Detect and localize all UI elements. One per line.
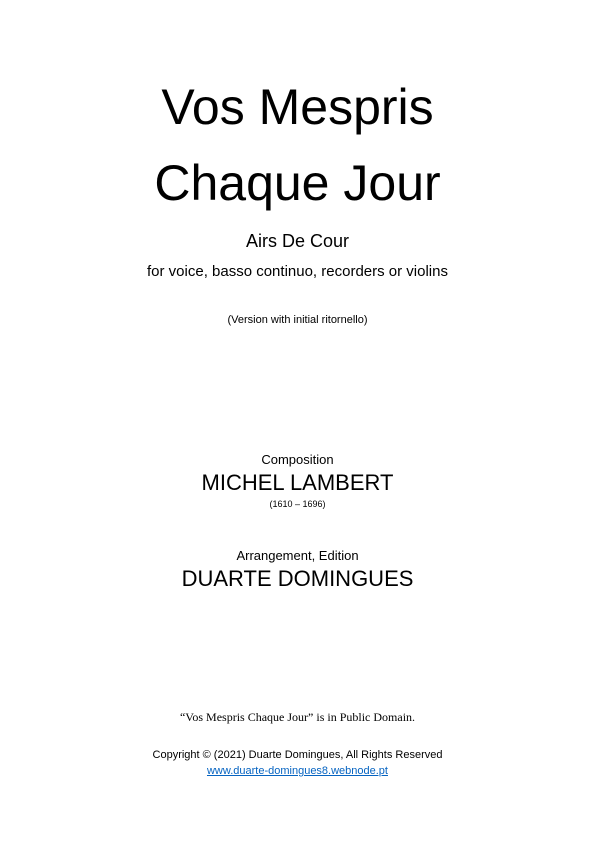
arrangement-label: Arrangement, Edition bbox=[236, 548, 359, 563]
title-line-1: Vos Mespris bbox=[161, 79, 434, 135]
composer-name: MICHEL LAMBERT bbox=[201, 470, 394, 495]
website-link[interactable]: www.duarte-domingues8.webnode.pt bbox=[206, 765, 388, 777]
version-note: (Version with initial ritornello) bbox=[227, 314, 368, 326]
website-line bbox=[0, 766, 595, 777]
copyright-notice: Copyright © (2021) Duarte Domingues, All Rights Reserved bbox=[152, 749, 443, 761]
composition-label: Composition bbox=[261, 452, 334, 467]
instrumentation: for voice, basso continuo, recorders or violins bbox=[147, 263, 448, 280]
arranger-name: DUARTE DOMINGUES bbox=[181, 566, 414, 591]
public-domain-notice: “Vos Mespris Chaque Jour” is in Public Domain. bbox=[179, 710, 416, 724]
subtitle: Airs De Cour bbox=[245, 231, 350, 251]
title-line-2: Chaque Jour bbox=[154, 155, 441, 211]
composer-dates: (1610 – 1696) bbox=[269, 499, 326, 509]
